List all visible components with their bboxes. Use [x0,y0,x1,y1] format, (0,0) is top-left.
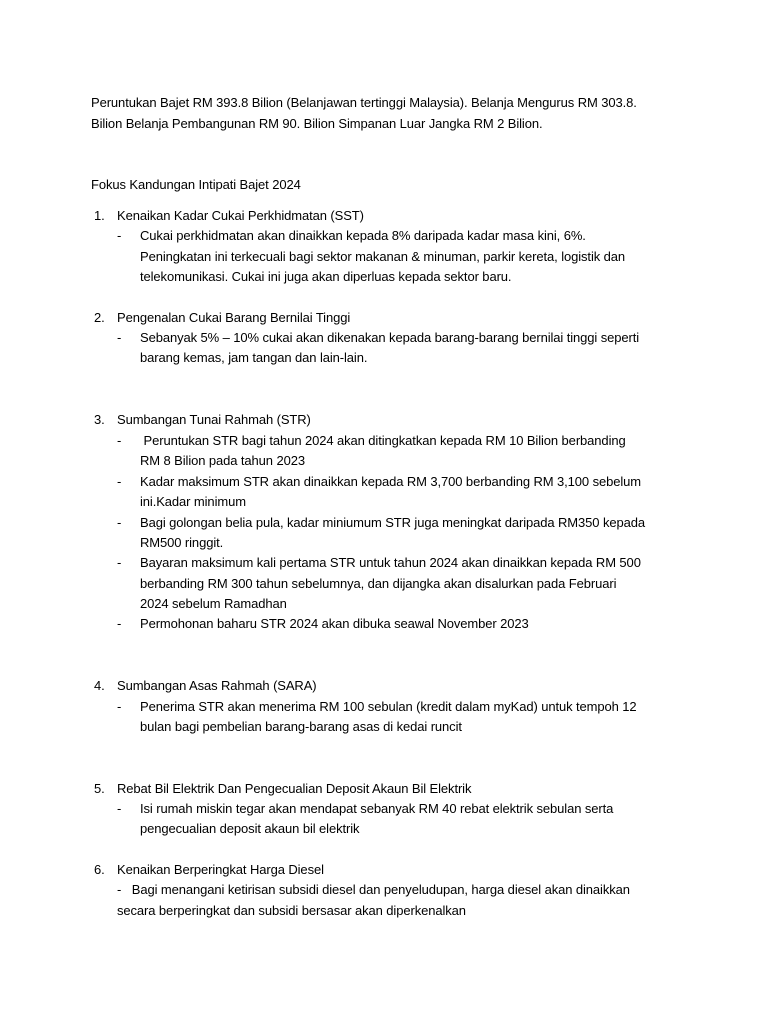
list-number: 3. [94,412,105,427]
bullet-line: ini.Kadar minimum [140,494,246,509]
bullet-line: pengecualian deposit akaun bil elektrik [140,821,360,836]
bullet-dash: - [117,555,122,570]
bullet-line: Permohonan baharu STR 2024 akan dibuka seawal November 2023 [140,616,529,631]
bullet-dash: - [117,228,122,243]
list-item-title: Sumbangan Asas Rahmah (SARA) [117,678,317,693]
bullet-line: berbanding RM 300 tahun sebelumnya, dan dijangka akan disalurkan pada Februari [140,576,617,591]
bullet-line: Cukai perkhidmatan akan dinaikkan kepada 8% daripada kadar masa kini, 6%. [140,228,586,243]
bullet-dash: - [117,515,122,530]
list-number: 6. [94,862,105,877]
bullet-line: Isi rumah miskin tegar akan mendapat sebanyak RM 40 rebat elektrik sebulan serta [140,801,614,816]
bullet-line: Sebanyak 5% – 10% cukai akan dikenakan kepada barang-barang bernilai tinggi seperti [140,330,640,345]
intro-line: Bilion Belanja Pembangunan RM 90. Bilion Simpanan Luar Jangka RM 2 Bilion. [91,116,543,131]
list-item-title: Sumbangan Tunai Rahmah (STR) [117,412,311,427]
bullet-line: bulan bagi pembelian barang-barang asas di kedai runcit [140,719,462,734]
bullet-line: Peningkatan ini terkecuali bagi sektor makanan & minuman, parkir kereta, logistik dan [140,249,626,264]
bullet-dash: - [117,801,122,816]
list-number: 1. [94,208,105,223]
bullet-dash: - [117,474,122,489]
bullet-line: RM500 ringgit. [140,535,224,550]
bullet-dash: - [117,433,122,448]
bullet-line: Bayaran maksimum kali pertama STR untuk tahun 2024 akan dinaikkan kepada RM 500 [140,555,641,570]
list-item-title: Kenaikan Kadar Cukai Perkhidmatan (SST) [117,208,364,223]
bullet-line: telekomunikasi. Cukai ini juga akan diperluas kepada sektor baru. [140,269,512,284]
bullet-line: Kadar maksimum STR akan dinaikkan kepada RM 3,700 berbanding RM 3,100 sebelum [140,474,642,489]
list-number: 4. [94,678,105,693]
bullet-line: secara berperingkat dan subsidi bersasar akan diperkenalkan [117,903,466,918]
bullet-dash: - [117,330,122,345]
list-item-title: Pengenalan Cukai Barang Bernilai Tinggi [117,310,351,325]
bullet-line: barang kemas, jam tangan dan lain-lain. [140,350,368,365]
list-number: 2. [94,310,105,325]
section-heading: Fokus Kandungan Intipati Bajet 2024 [91,177,301,192]
list-item-title: Kenaikan Berperingkat Harga Diesel [117,862,324,877]
bullet-line: Peruntukan STR bagi tahun 2024 akan ditingkatkan kepada RM 10 Bilion berbanding [140,433,626,448]
list-item-title: Rebat Bil Elektrik Dan Pengecualian Deposit Akaun Bil Elektrik [117,781,472,796]
bullet-dash: - [117,616,122,631]
bullet-line: RM 8 Bilion pada tahun 2023 [140,453,305,468]
list-number: 5. [94,781,105,796]
bullet-line: Penerima STR akan menerima RM 100 sebulan (kredit dalam myKad) untuk tempoh 12 [140,699,637,714]
bullet-dash: - [117,699,122,714]
bullet-line: 2024 sebelum Ramadhan [140,596,287,611]
intro-line: Peruntukan Bajet RM 393.8 Bilion (Belanjawan tertinggi Malaysia). Belanja Mengurus RM 303.8. [91,95,637,110]
bullet-line: Bagi golongan belia pula, kadar miniumum STR juga meningkat daripada RM350 kepada [140,515,645,530]
bullet-line: - Bagi menangani ketirisan subsidi diesel dan penyeludupan, harga diesel akan dinaikkan [117,882,630,897]
